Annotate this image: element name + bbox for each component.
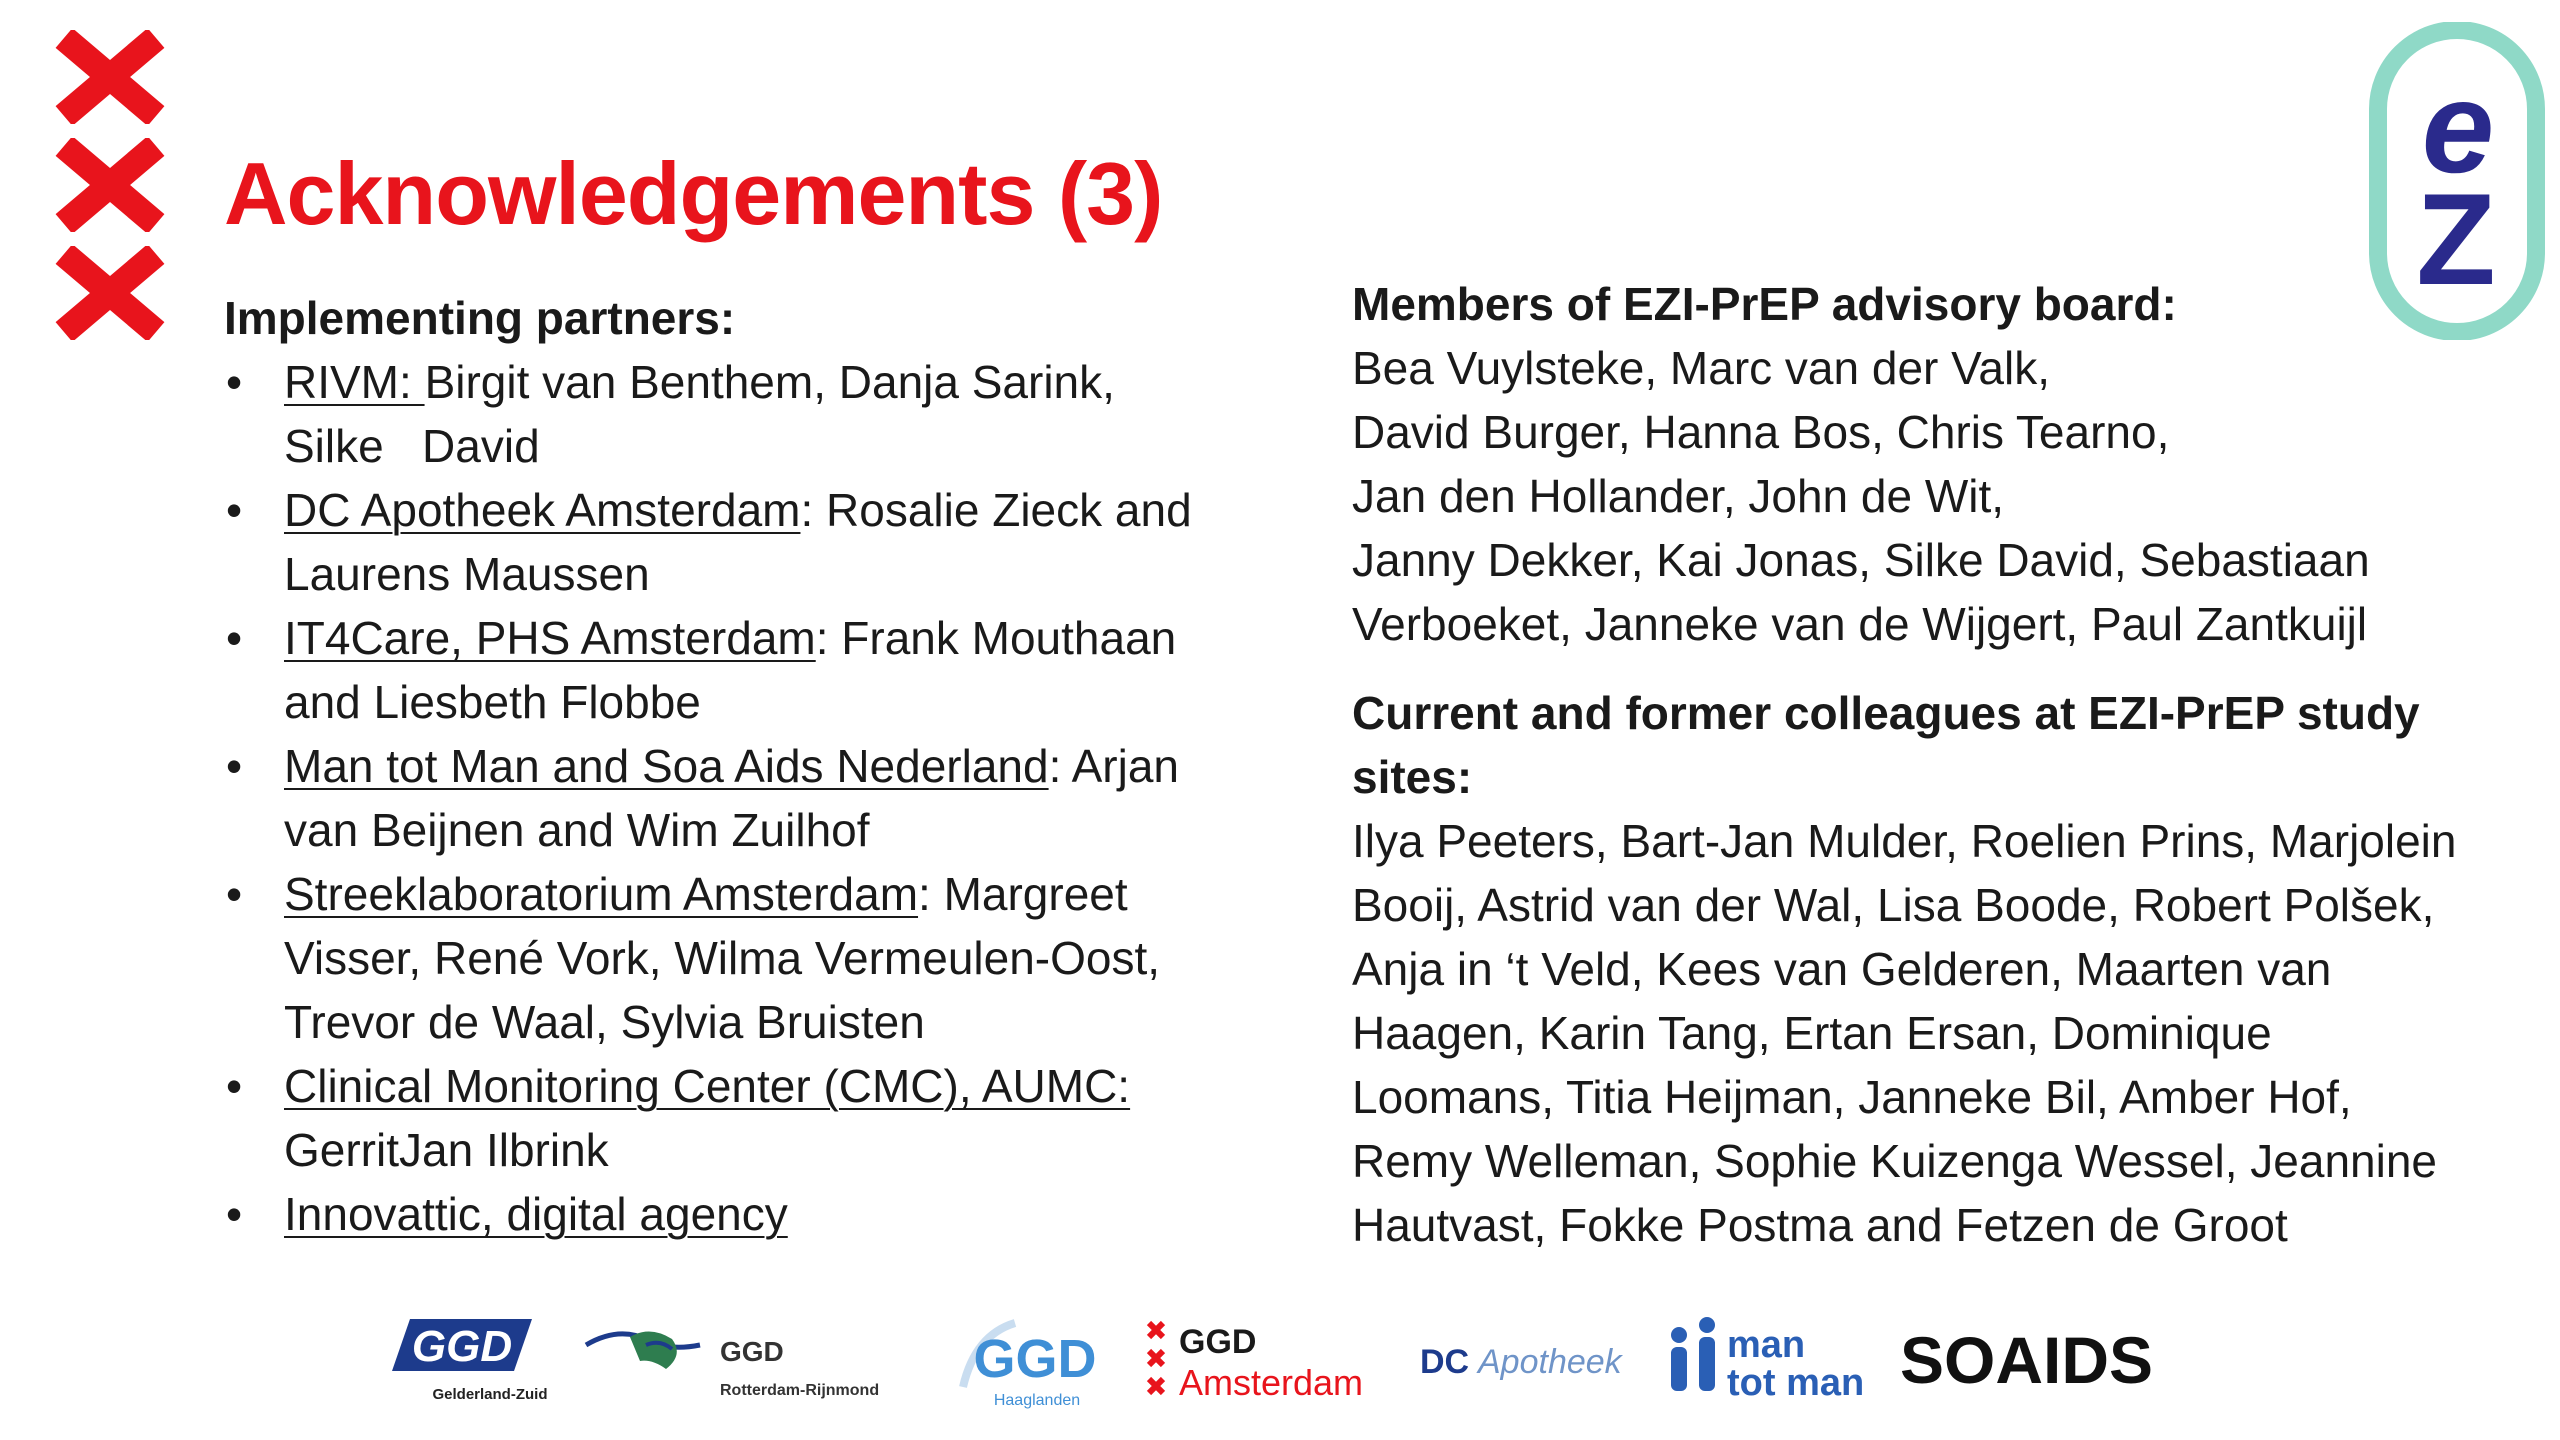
- dc-apotheek-logo: [1420, 1331, 1650, 1391]
- partner-people: : Rosalie Zieck and: [800, 484, 1192, 536]
- colleagues-line: Remy Welleman, Sophie Kuizenga Wessel, Jeannine: [1352, 1135, 2437, 1187]
- partner-people-cont: van Beijnen and Wim Zuilhof: [284, 804, 870, 856]
- partner-people-cont: and Liesbeth Flobbe: [284, 676, 701, 728]
- colleagues-line: Haagen, Karin Tang, Ertan Ersan, Dominique: [1352, 1007, 2272, 1059]
- amsterdam-cross-icon: [50, 138, 170, 232]
- partner-people-cont: Trevor de Waal, Sylvia Bruisten: [284, 996, 925, 1048]
- colleagues-line: Loomans, Titia Heijman, Janneke Bil, Amber Hof,: [1352, 1071, 2352, 1123]
- amsterdam-cross-icon: [50, 246, 170, 340]
- implementing-partners-section: [224, 286, 1284, 1246]
- page-title: Acknowledgements (3): [224, 144, 1163, 243]
- partner-people: : Margreet: [918, 868, 1128, 920]
- partner-people-cont: Visser, René Vork, Wilma Vermeulen-Oost,: [284, 932, 1161, 984]
- dc-apotheek-mark: DC: [1420, 1343, 1470, 1381]
- ggd-gelderland-zuid-logo: [390, 1311, 560, 1407]
- mantotman-line2: tot man: [1727, 1362, 1865, 1404]
- partner-logos: [380, 1305, 2200, 1415]
- soaids-text: SOAIDS: [1900, 1323, 2154, 1397]
- ggd-rotterdam-rijnmond-logo: [580, 1315, 910, 1405]
- list-item: [224, 478, 1284, 606]
- partner-org: Clinical Monitoring Center (CMC), AUMC:: [284, 1060, 1131, 1112]
- ggd-rr-mark: GGD: [720, 1336, 784, 1367]
- ezi-letter-e: e: [2421, 54, 2495, 200]
- partner-org: Streeklaboratorium Amsterdam: [284, 868, 919, 920]
- soaids-logo: [1900, 1321, 2180, 1397]
- ggd-gz-sub: Gelderland-Zuid: [432, 1386, 548, 1403]
- man-tot-man-logo: [1665, 1313, 1875, 1409]
- advisory-line: David Burger, Hanna Bos, Chris Tearno,: [1352, 406, 2170, 458]
- partner-org: DC Apotheek Amsterdam: [284, 484, 801, 536]
- list-item: [224, 734, 1284, 862]
- partner-people: Birgit van Benthem, Danja Sarink,: [424, 356, 1115, 408]
- colleagues-line: Ilya Peeters, Bart-Jan Mulder, Roelien Prins, Marjolein: [1352, 815, 2457, 867]
- partner-org: IT4Care, PHS Amsterdam: [284, 612, 816, 664]
- partner-people: : Frank Mouthaan: [815, 612, 1177, 664]
- amsterdam-cross-icon: [50, 30, 170, 124]
- partner-people: : Arjan: [1048, 740, 1180, 792]
- list-item: [224, 1182, 1284, 1246]
- ggd-haaglanden-logo: [955, 1305, 1105, 1415]
- colleagues-line: Booij, Astrid van der Wal, Lisa Boode, Robert Polšek,: [1352, 879, 2435, 931]
- implementing-partners-heading: Implementing partners:: [224, 292, 736, 344]
- advisory-line: Janny Dekker, Kai Jonas, Silke David, Sebastiaan: [1352, 534, 2370, 586]
- ggd-hl-sub: Haaglanden: [993, 1392, 1081, 1409]
- colleagues-heading: Current and former colleagues at EZI-PrEP study: [1352, 687, 2420, 739]
- ggd-hl-mark: GGD: [973, 1329, 1097, 1389]
- advisory-board-heading: Members of EZI-PrEP advisory board:: [1352, 278, 2177, 330]
- acknowledgement-right-section: [1352, 272, 2532, 1257]
- ezi-letter-z: Z: [2416, 166, 2496, 312]
- partner-list: [224, 350, 1284, 1246]
- advisory-line: Jan den Hollander, John de Wit,: [1352, 470, 2005, 522]
- colleagues-line: Hautvast, Fokke Postma and Fetzen de Groot: [1352, 1199, 2288, 1251]
- ggd-gz-mark: GGD: [411, 1322, 513, 1371]
- partner-org: Man tot Man and Soa Aids Nederland: [284, 740, 1049, 792]
- partner-people-cont: GerritJan Ilbrink: [284, 1124, 609, 1176]
- ggd-ams-sub: Amsterdam: [1179, 1362, 1364, 1403]
- ggd-rr-sub: Rotterdam-Rijnmond: [720, 1382, 880, 1399]
- partner-org: Innovattic, digital agency: [284, 1188, 788, 1240]
- partner-people-cont: Laurens Maussen: [284, 548, 650, 600]
- dc-apotheek-sub: Apotheek: [1478, 1343, 1622, 1381]
- advisory-line: Bea Vuylsteke, Marc van der Valk,: [1352, 342, 2050, 394]
- partner-org: RIVM:: [284, 356, 425, 408]
- advisory-line: Verboeket, Janneke van de Wijgert, Paul Zantkuijl: [1352, 598, 2368, 650]
- colleagues-heading-cont: sites:: [1352, 751, 1473, 803]
- mantotman-line1: man: [1727, 1324, 1806, 1366]
- list-item: [224, 862, 1284, 1054]
- ggd-ams-mark: GGD: [1179, 1323, 1257, 1361]
- colleagues-line: Anja in ‘t Veld, Kees van Gelderen, Maarten van: [1352, 943, 2332, 995]
- list-item: [224, 350, 1284, 478]
- list-item: [224, 1054, 1284, 1182]
- ggd-amsterdam-logo: [1145, 1319, 1385, 1405]
- partner-people-cont: Silke David: [284, 420, 540, 472]
- list-item: [224, 606, 1284, 734]
